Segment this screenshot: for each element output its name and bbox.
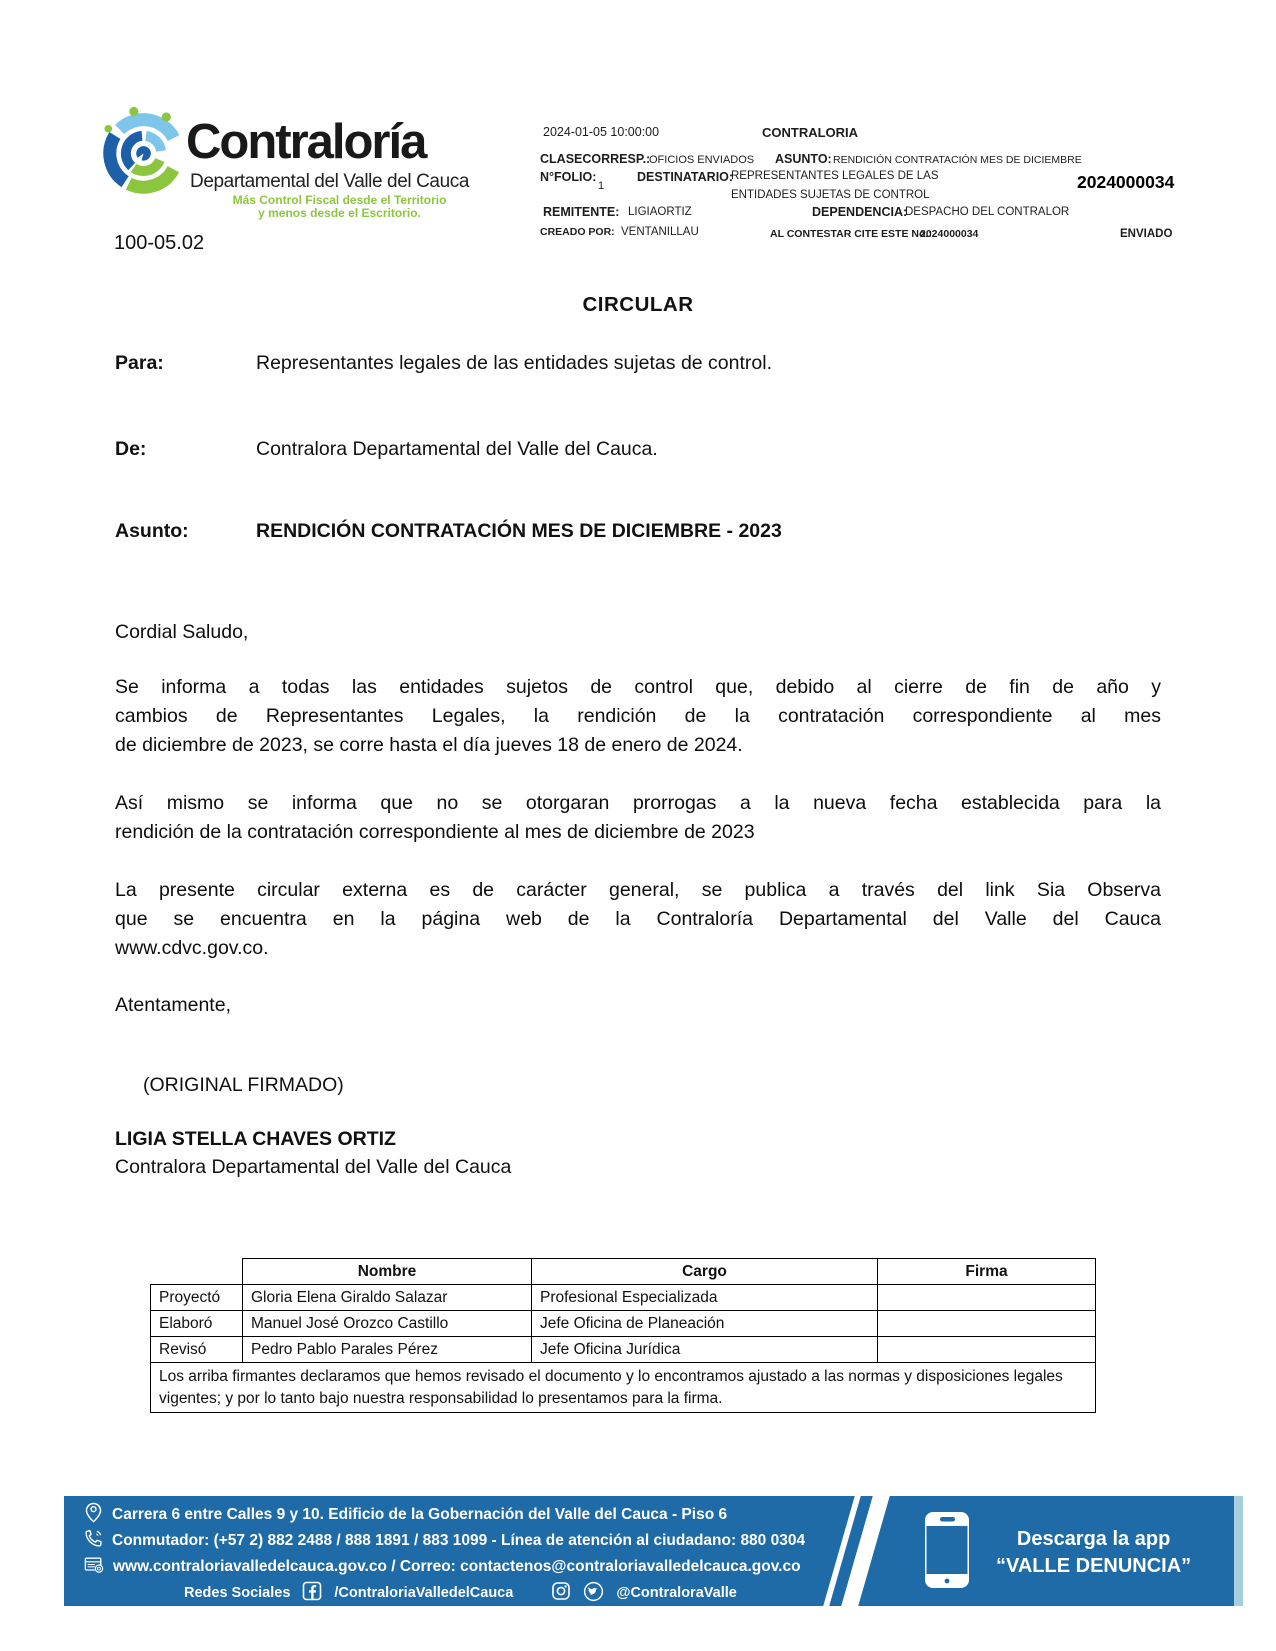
original-signed-note: (ORIGINAL FIRMADO) <box>143 1074 344 1096</box>
footer-phones-row <box>84 1528 805 1554</box>
meta-folio-value: 1 <box>598 180 605 192</box>
footer-accent-strip <box>1234 1496 1243 1606</box>
file-code: 100-05.02 <box>114 232 205 254</box>
footer-web-row <box>84 1554 805 1580</box>
table-row <box>151 1337 1096 1363</box>
meta-clasecorresp-value: OFICIOS ENVIADOS <box>649 154 755 166</box>
footer-twitter-handle[interactable]: @ContraloraValle <box>616 1585 737 1601</box>
website-email-icon <box>84 1556 104 1579</box>
paragraph-2 <box>115 789 1161 847</box>
twitter-icon[interactable] <box>583 1581 604 1606</box>
footer-app-line1: Descarga la app <box>1016 1527 1171 1550</box>
paragraph-3 <box>115 876 1161 963</box>
logo-slogan-line1: Más Control Fiscal desde el Territorio <box>232 193 447 207</box>
row-role: Revisó <box>151 1337 243 1363</box>
field-para-value: Representantes legales de las entidades sujetas de control. <box>256 352 772 374</box>
instagram-icon[interactable] <box>551 1581 571 1605</box>
meta-folio-label: N°FOLIO: <box>540 170 597 184</box>
meta-dependencia-value: DESPACHO DEL CONTRALOR <box>905 206 1070 218</box>
paragraph-2-line: Así mismo se informa que no se otorgaran prorrogas a la nueva fecha establecida para la <box>115 792 1161 814</box>
paragraph-1-line: Se informa a todas las entidades sujetos de control que, debido al cierre de fin de año y <box>115 676 1161 698</box>
field-asunto <box>115 520 782 543</box>
table-header-cargo: Cargo <box>532 1259 878 1285</box>
approval-table <box>150 1258 1096 1413</box>
signer-title: Contralora Departamental del Valle del Cauca <box>115 1156 512 1178</box>
paragraph-1-line: de diciembre de 2023, se corre hasta el día jueves 18 de enero de 2024. <box>115 734 743 756</box>
logo-slogan <box>232 194 447 220</box>
footer-social-label: Redes Sociales <box>184 1585 291 1601</box>
meta-destinatario-line1: REPRESENTANTES LEGALES DE LAS <box>731 170 939 182</box>
meta-datetime: 2024-01-05 10:00:00 <box>543 125 660 139</box>
paragraph-3-line: www.cdvc.gov.co. <box>115 937 269 959</box>
row-cargo: Jefe Oficina de Planeación <box>532 1311 878 1337</box>
footer-bar <box>64 1496 1243 1606</box>
row-firma <box>878 1285 1096 1311</box>
meta-creado-value: VENTANILLAU <box>621 226 699 238</box>
meta-remitente-value: LIGIAORTIZ <box>628 206 692 218</box>
row-firma <box>878 1337 1096 1363</box>
table-disclaimer-row <box>151 1363 1096 1413</box>
footer-app-text <box>996 1526 1191 1580</box>
phone-icon <box>84 1529 103 1553</box>
table-disclaimer: Los arriba firmantes declaramos que hemos revisado el documento y lo encontramos ajustado a las normas y disposiciones legales vigentes; y por lo tanto bajo nuestra responsabilidad lo presentamos para la firma. <box>151 1363 1096 1413</box>
footer-address-row <box>84 1502 805 1528</box>
meta-asunto-value: RENDICIÓN CONTRATACIÓN MES DE DICIEMBRE <box>833 154 1082 166</box>
contraloria-logo-icon <box>96 92 188 209</box>
row-cargo: Jefe Oficina Jurídica <box>532 1337 878 1363</box>
field-asunto-label: Asunto: <box>115 520 189 542</box>
row-role: Elaboró <box>151 1311 243 1337</box>
table-header-firma: Firma <box>878 1259 1096 1285</box>
meta-destinatario-label: DESTINATARIO: <box>637 170 734 184</box>
meta-asunto-label: ASUNTO: <box>775 152 832 166</box>
row-firma <box>878 1311 1096 1337</box>
signer-name: LIGIA STELLA CHAVES ORTIZ <box>115 1128 396 1150</box>
field-asunto-value: RENDICIÓN CONTRATACIÓN MES DE DICIEMBRE - 2023 <box>256 520 782 542</box>
paragraph-3-line: que se encuentra en la página web de la Contraloría Departamental del Valle del Cauca <box>115 908 1161 930</box>
row-cargo: Profesional Especializada <box>532 1285 878 1311</box>
row-nombre: Manuel José Orozco Castillo <box>243 1311 532 1337</box>
footer-phones: Conmutador: (+57 2) 882 2488 / 888 1891 / 883 1099 - Línea de atención al ciudadano: 880 0304 <box>112 1532 806 1549</box>
meta-entity: CONTRALORIA <box>762 125 859 140</box>
table-row <box>151 1311 1096 1337</box>
paragraph-1 <box>115 673 1161 760</box>
logo-wordmark: Contraloría <box>186 115 426 169</box>
status-badge: ENVIADO <box>1120 228 1173 240</box>
table-header-empty <box>151 1259 243 1285</box>
footer-app-promo <box>922 1509 1191 1596</box>
table-header-row <box>151 1259 1096 1285</box>
paragraph-3-line: La presente circular externa es de carácter general, se publica a través del link Sia Observa <box>115 879 1161 901</box>
paragraph-2-line: rendición de la contratación correspondiente al mes de diciembre de 2023 <box>115 821 755 843</box>
table-header-nombre: Nombre <box>243 1259 532 1285</box>
facebook-icon[interactable] <box>302 1581 322 1605</box>
meta-cite-value: 2024000034 <box>920 228 979 240</box>
field-de-label: De: <box>115 438 147 460</box>
logo-slogan-line2: y menos desde el Escritorio. <box>258 206 421 220</box>
document-title: CIRCULAR <box>582 293 694 316</box>
row-nombre: Gloria Elena Giraldo Salazar <box>243 1285 532 1311</box>
footer-address: Carrera 6 entre Calles 9 y 10. Edificio de la Gobernación del Valle del Cauca - Piso 6 <box>112 1506 728 1523</box>
meta-dependencia-label: DEPENDENCIA: <box>812 205 908 219</box>
radicado-number: 2024000034 <box>1077 172 1175 192</box>
meta-destinatario-line2: ENTIDADES SUJETAS DE CONTROL <box>731 189 930 201</box>
footer-contact-info <box>84 1502 805 1606</box>
meta-creado-label: CREADO POR: <box>540 226 615 238</box>
meta-cite-label: AL CONTESTAR CITE ESTE No.: <box>770 228 932 240</box>
row-role: Proyectó <box>151 1285 243 1311</box>
meta-clasecorresp-label: CLASECORRESP.: <box>540 152 651 166</box>
footer-facebook-handle[interactable]: /ContraloriaValledelCauca <box>334 1585 514 1601</box>
field-para <box>115 352 772 375</box>
location-pin-icon <box>84 1502 103 1528</box>
field-de <box>115 438 658 461</box>
footer-web: www.contraloriavalledelcauca.gov.co / Correo: contactenos@contraloriavalledelcauca.gov.co <box>113 1558 801 1575</box>
field-de-value: Contralora Departamental del Valle del Cauca. <box>256 438 658 460</box>
logo-subtitle: Departamental del Valle del Cauca <box>190 171 470 192</box>
greeting: Cordial Saludo, <box>115 621 249 643</box>
row-nombre: Pedro Pablo Parales Pérez <box>243 1337 532 1363</box>
table-row <box>151 1285 1096 1311</box>
meta-remitente-label: REMITENTE: <box>543 205 620 219</box>
field-para-label: Para: <box>115 352 164 374</box>
footer-social-row <box>184 1580 805 1606</box>
footer-app-line2: “VALLE DENUNCIA” <box>996 1554 1192 1577</box>
smartphone-icon <box>922 1509 972 1596</box>
closing: Atentamente, <box>115 994 231 1016</box>
paragraph-1-line: cambios de Representantes Legales, la rendición de la contratación correspondiente al mes <box>115 705 1161 727</box>
